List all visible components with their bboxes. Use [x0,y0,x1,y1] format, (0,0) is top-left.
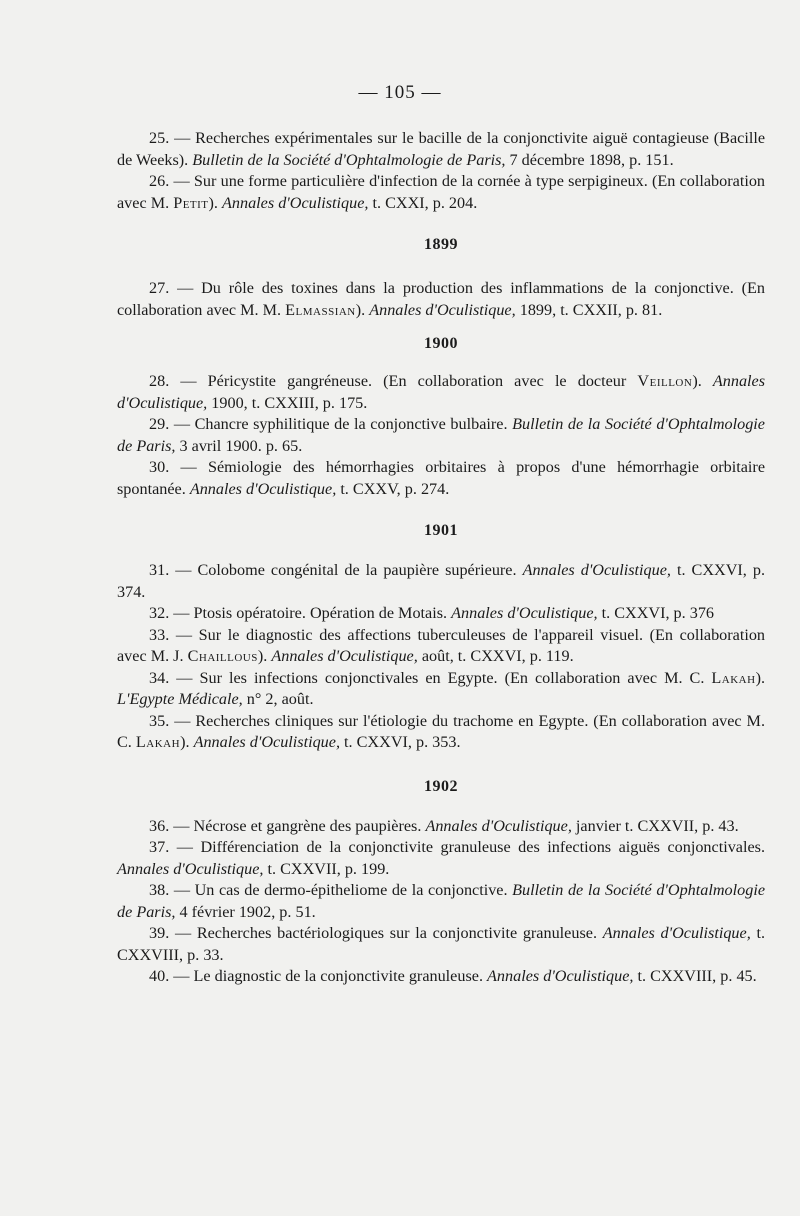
entry-text: 1899, t. CXXII, p. 81. [515,300,663,319]
entry-text: ). [692,372,713,390]
entry-text: ). [257,647,272,665]
entry-number: 34. [149,668,177,687]
entry-text: n° 2, août. [242,690,314,708]
entry-text: t. CXXVI, p. 353. [340,733,461,751]
bibliography-entry [117,603,765,625]
page-number: — 105 — [358,82,442,103]
entry-text: 4 février 1902, p. 51. [175,902,316,921]
bibliography-entry [117,414,765,457]
entry-number: 26. [149,172,174,190]
entry-text: — Différenciation de la conjonctivite granuleuse des infections aiguës conjonctivales. [176,838,765,856]
entry-text: — Un cas de dermo-épitheliome de la conjonctive. [173,881,513,899]
bibliography-entry [117,837,765,880]
entry-text: — Sur les infections conjonctivales en Egypte. (En collaboration avec M. C. [176,668,712,687]
journal-name: Annales d'Oculistique, [271,647,418,665]
journal-name: Bulletin de la Société d'Ophtalmologie de Paris, [192,150,506,169]
journal-name: L'Egypte Médicale, [117,690,243,708]
journal-name: Annales d'Oculistique, [602,924,751,942]
journal-name: Annales d'Oculistique, [189,479,337,498]
author-name: Petit [173,193,209,212]
entry-text: ). [180,733,194,751]
entry-text: — Sur une forme particulière d'infection de la cornée à type serpigineux. (En collaboration avec M. [117,172,766,212]
entry-text: — Sémiologie des hémorrhagies orbitaires à propos d'une hémorrhagie orbitaire spontanée. [117,458,765,498]
entry-text: ). [208,193,222,212]
author-name: Chaillous [187,647,258,665]
entry-number: 33. [149,625,176,644]
journal-name: Annales d'Oculistique, [522,561,671,579]
journal-name: Annales d'Oculistique, [117,372,766,412]
entry-number: 25. [149,129,175,147]
entry-number: 28. [149,372,181,390]
entry-number: 27. [149,279,178,297]
entry-text: — Recherches expérimentales sur le bacille de la conjonctivite aiguë contagieuse (Bacille de Weeks). [117,129,765,169]
bibliography-entry [117,457,765,500]
entry-number: 35. [149,711,175,730]
year-heading: 1901 [424,522,458,539]
entry-number: 30. [149,458,181,476]
journal-name: Annales d'Oculistique, [451,604,598,622]
bibliography-entry [117,278,765,321]
entry-text: — Recherches bactériologiques sur la conjonctivite granuleuse. [174,924,603,942]
author-name: Lakah [135,733,181,751]
bibliography-entry [117,128,765,171]
entry-number: 40. [149,967,174,985]
entry-text: — Le diagnostic de la conjonctivite granuleuse. [173,967,488,985]
entry-number: 37. [149,838,177,856]
author-name: Lakah [711,668,756,687]
entry-number: 39. [149,924,175,942]
entry-text: t. CXXI, p. 204. [368,193,478,212]
entry-text: — Nécrose et gangrène des paupières. [173,816,426,835]
bibliography-entry [117,966,765,988]
bibliography-entry [117,668,765,711]
bibliography-entry [117,816,765,838]
entry-number: 29. [149,415,174,433]
journal-name: Annales d'Oculistique, [425,816,572,835]
bibliography-list [117,128,765,988]
bibliography-entry [117,923,765,966]
year-heading: 1900 [424,335,458,352]
author-name: Elmassian [285,300,356,319]
journal-name: Annales d'Oculistique, [369,300,516,319]
year-heading: 1902 [424,777,458,795]
entry-text: — Ptosis opératoire. Opération de Motais. [173,604,452,622]
bibliography-entry [117,560,765,603]
entry-text: — Péricystite gangréneuse. (En collaboration avec le docteur [180,372,638,390]
entry-text: août, t. CXXVI, p. 119. [417,647,574,665]
journal-name: Annales d'Oculistique, [117,859,264,878]
bibliography-entry [117,371,765,414]
journal-name: Annales d'Oculistique, [193,733,340,751]
bibliography-entry [117,625,765,668]
entry-text: ). [355,300,370,319]
author-name: Veillon [637,372,693,390]
entry-number: 31. [149,561,176,579]
journal-name: Annales d'Oculistique, [222,193,369,212]
entry-text: ). [755,668,766,687]
entry-text: t. CXXVIII, p. 45. [633,967,757,985]
bibliography-entry [117,171,765,214]
entry-text: — Recherches cliniques sur l'étiologie du trachome en Egypte. (En collaboration avec M. C. [117,711,765,751]
entry-number: 36. [149,816,174,835]
entry-text: 7 décembre 1898, p. 151. [505,150,674,169]
entry-text: t. CXXVIII, p. 33. [117,924,766,964]
entry-number: 32. [149,604,174,622]
entry-text: t. CXXVI, p. 376 [597,604,715,622]
journal-name: Annales d'Oculistique, [487,967,634,985]
bibliography-entry [117,880,765,923]
entry-text: — Colobome congénital de la paupière supérieure. [175,561,523,579]
entry-text: — Sur le diagnostic des affections tuberculeuses de l'appareil visuel. (En collaboration avec M. J. [117,625,766,665]
entry-text: 1900, t. CXXIII, p. 175. [207,393,368,412]
entry-text: — Chancre syphilitique de la conjonctive bulbaire. [173,415,513,433]
entry-text: janvier t. CXXVII, p. 43. [571,816,739,835]
entry-text: t. CXXVI, p. 374. [117,561,766,601]
entry-text: t. CXXV, p. 274. [336,479,450,498]
journal-name: Bulletin de la Société d'Ophtalmologie de Paris, [117,415,765,455]
entry-text: t. CXXVII, p. 199. [263,859,390,878]
entry-text: — Du rôle des toxines dans la production des inflammations de la conjonctive. (En collaboration avec M. M. [117,279,765,319]
year-heading: 1899 [424,236,458,253]
entry-number: 38. [149,881,174,899]
bibliography-entry [117,711,765,754]
entry-text: 3 avril 1900. p. 65. [175,436,303,455]
journal-name: Bulletin de la Société d'Ophtalmologie de Paris, [117,881,766,921]
